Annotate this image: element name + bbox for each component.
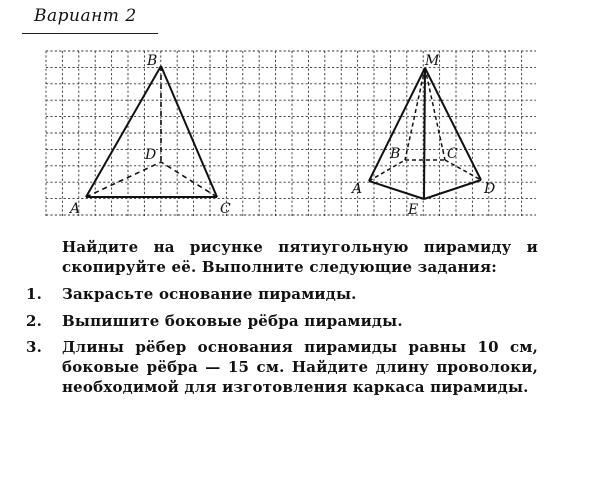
task-text [62,337,538,397]
task-line: Выпишите боковые рёбра пирамиды. [62,312,403,330]
edge-ma [369,68,425,181]
label-right-e: E [408,202,419,218]
task-number: 2. [26,312,43,330]
edge-bc [161,66,217,197]
right-pyramid [369,68,481,199]
edge-ad-hidden [86,162,161,197]
grid [46,51,536,216]
label-right-d: D [484,181,496,197]
task-line: Закрасьте основание пирамиды. [62,285,357,303]
label-right-a: A [352,181,363,197]
task-line: боковые рёбра — 15 см. Найдите длину проволоки, [62,358,538,376]
point-labels [68,53,495,218]
edge-ab [86,66,161,197]
edge-mb-hidden [405,68,425,160]
pyramids-figure [0,0,606,232]
edge-me [424,68,425,199]
edge-ae [369,181,424,199]
label-right-c: C [447,146,458,162]
task-number: 3. [26,338,43,356]
label-left-hidden: D [145,147,157,163]
left-pyramid [86,66,217,197]
label-right-b: B [390,146,401,162]
label-left-a: A [70,201,81,217]
variant-title: Вариант 2 [34,6,137,26]
label-right-apex: M [425,53,440,69]
label-left-c: C [220,201,231,217]
task-intro: Найдите на рисунке пятиугольную пирамиду и скопируйте её. Выполните следующие задания: [62,238,538,276]
task-text [62,311,538,331]
task-text [62,284,538,304]
task-line: Длины рёбер основания пирамиды равны 10 см, [62,338,538,356]
task-number: 1. [26,285,43,303]
edge-md [425,68,481,180]
edge-mc-hidden [425,68,445,160]
label-left-apex: B [147,53,158,69]
task-line: необходимой для изготовления каркаса пирамиды. [62,378,529,396]
